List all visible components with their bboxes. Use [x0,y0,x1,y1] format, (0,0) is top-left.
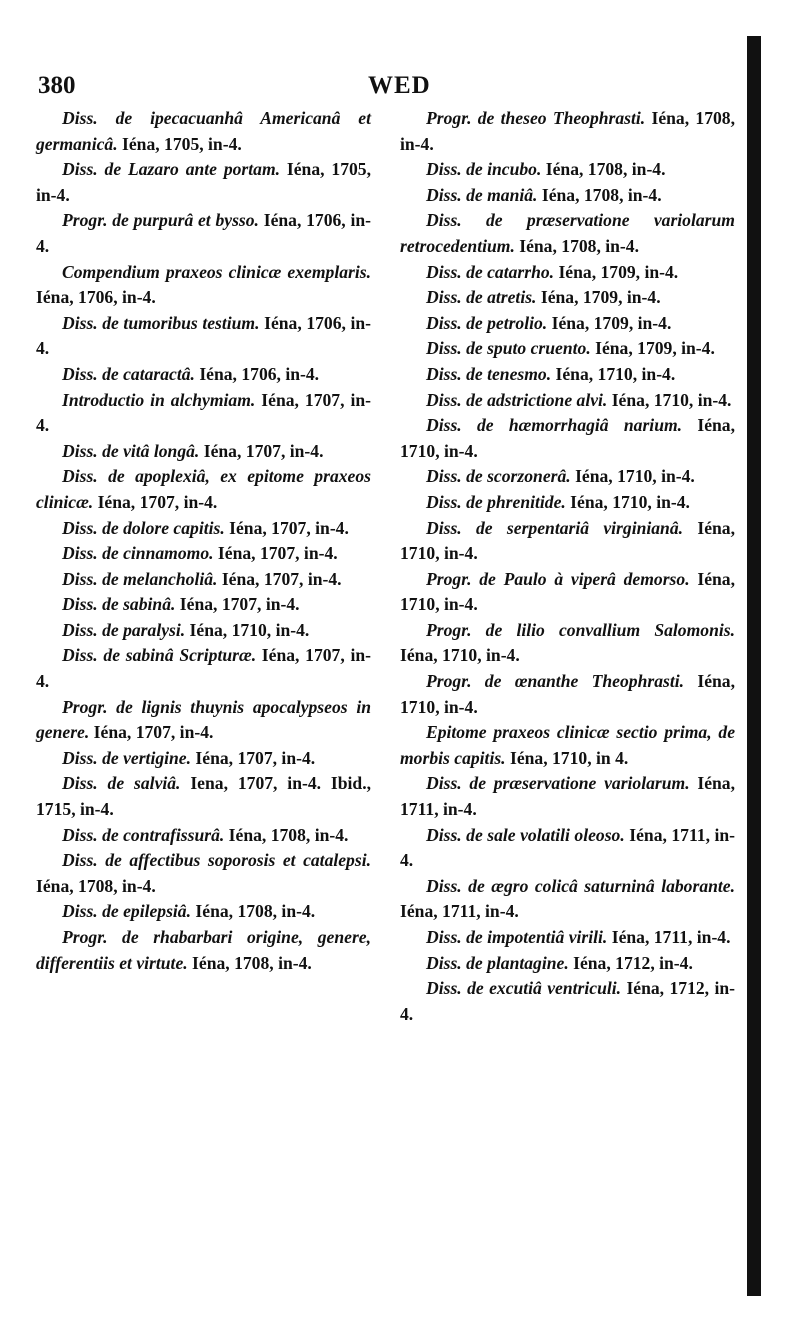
entry-title: Diss. de contrafissurâ. [62,824,225,845]
entry-imprint: Iéna, 1708, in-4. [541,159,666,180]
bibliography-entry [400,925,735,951]
entry-title: Diss. de scorzonerâ. [426,466,571,487]
entry-imprint: Iéna, 1709, in-4. [547,312,672,333]
page-number: 380 [38,72,76,99]
entry-imprint: Iéna, 1706, in-4. [36,287,156,308]
entry-title: Diss. de præservatione variolarum retrocedentium. [400,210,735,256]
entry-title: Diss. de excutiâ ventriculi. [426,978,622,999]
entry-imprint: Iéna, 1707, in-4. [175,594,300,615]
entry-imprint: Iéna, 1710, in-4. [607,389,732,410]
entry-title: Diss. de tenesmo. [426,363,552,384]
bibliography-entry [400,874,735,925]
bibliography-entry [400,388,735,414]
bibliography-entry [36,567,371,593]
entry-title: Diss. de paralysi. [62,619,186,640]
entry-title: Diss. de ipecacuanhâ Americanâ et germanicâ. [36,108,371,154]
entry-imprint: Iéna, 1707, in-4. [191,747,316,768]
entry-imprint: Iéna, 1710, in-4. [400,671,735,717]
entry-imprint: Iéna, 1710, in-4. [185,619,310,640]
entry-imprint: Iéna, 1710, in-4. [400,415,735,461]
entry-imprint: Iéna, 1707, in-4. [93,491,218,512]
entry-title: Epitome praxeos clinicæ sectio prima, de morbis capitis. [400,722,735,768]
entry-title: Diss. de serpentariâ virginianâ. [426,517,684,538]
entry-title: Diss. de petrolio. [426,312,548,333]
entry-title: Diss. de hæmorrhagiâ narium. [426,415,683,436]
entry-title: Progr. de lilio convallium Salomonis. [426,619,735,640]
entry-title: Progr. de lignis thuynis apocalypseos in genere. [36,696,371,743]
bibliography-entry [400,106,735,157]
bibliography-entry [400,976,735,1027]
entry-imprint: Iéna, 1710, in 4. [505,747,629,768]
entry-imprint: Iéna, 1706, in-4. [36,210,372,256]
entry-title: Diss. de vertigine. [62,747,192,768]
entry-imprint: Iéna, 1711, in-4. [400,901,519,922]
bibliography-entry [36,899,371,925]
bibliography-entry [36,848,371,899]
entry-imprint: Iéna, 1710, in-4. [570,466,695,487]
bibliography-entry [400,951,735,977]
bibliography-entry [400,823,735,874]
bibliography-entry [400,336,735,362]
entry-imprint: Iéna, 1709, in-4. [590,338,715,359]
entry-title: Progr. de œnanthe Theophrasti. [426,671,685,692]
bibliography-entry [400,618,735,669]
bibliography-entry [400,260,735,286]
entry-title: Diss. de epilepsiâ. [62,901,192,922]
entry-title: Diss. de phrenitide. [426,491,566,512]
entry-imprint: Iéna, 1710, in-4. [400,517,735,564]
entry-title: Progr. de theseo Theophrasti. [426,108,646,128]
bibliography-entry [36,746,371,772]
bibliography-entry [36,592,371,618]
entry-title: Diss. de ægro colicâ saturninâ laborante. [426,875,735,896]
bibliography-entry [400,490,735,516]
bibliography-entry [400,720,735,771]
bibliography-entry [36,618,371,644]
bibliography-entry [36,106,371,157]
bibliography-entry [400,285,735,311]
bibliography-entry [36,439,371,465]
entry-imprint: Iéna, 1708, in-4. [187,952,312,973]
entry-imprint: Iéna, 1712, in-4. [400,978,735,1024]
entry-title: Diss. de sale volatili oleoso. [426,824,625,845]
entry-title: Progr. de purpurâ et bysso. [62,210,259,231]
entry-imprint: Iéna, 1710, in-4. [400,568,735,615]
entry-title: Diss. de sabinâ. [62,594,176,615]
bibliography-entry [36,311,371,362]
entry-title: Diss. de catarrho. [426,261,555,282]
bibliography-entry [36,695,371,746]
bibliography-entry [36,388,371,439]
entry-imprint: Iéna, 1711, in-4. [400,773,735,820]
entry-title: Diss. de tumoribus testium. [62,312,260,333]
bibliography-entry [36,771,371,822]
entry-title: Diss. de atretis. [426,287,537,308]
entry-imprint: Iéna, 1707, in-4. [36,389,372,436]
entry-imprint: Iéna, 1708, in-4. [191,901,316,922]
entry-title: Diss. de affectibus soporosis et catalepsi. [62,850,371,871]
bibliography-entry [36,260,371,311]
bibliography-entry [36,208,371,259]
bibliography-entry [400,183,735,209]
entry-imprint: Iéna, 1711, in-4. [607,927,731,947]
entry-title: Diss. de incubo. [426,159,542,180]
bibliography-entry [36,516,371,542]
entry-title: Diss. de vitâ longâ. [62,440,200,461]
entry-title: Diss. de apoplexiâ, ex epitome praxeos clinicæ. [36,466,371,512]
bibliography-entry [36,464,371,515]
bibliography-entry [400,413,735,464]
entry-imprint: Iéna, 1706, in-4. [36,312,372,359]
entry-imprint: Iéna, 1710, in-4. [551,363,676,384]
page-edge-shadow [747,36,761,1296]
entry-title: Diss. de præservatione variolarum. [426,773,690,794]
page-header [38,72,718,106]
entry-imprint: Iéna, 1710, in-4. [400,645,520,666]
bibliography-entry [400,311,735,337]
entry-title: Diss. de dolore capitis. [62,517,225,538]
entry-imprint: Iéna, 1707, in-4. [224,517,349,538]
bibliography-entry [36,643,371,694]
left-column [36,106,371,976]
running-head: WED [368,72,431,99]
entry-imprint: Iéna, 1708, in-4. [36,875,156,896]
bibliography-entry [400,464,735,490]
bibliography-entry [400,771,735,822]
entry-imprint: Iéna, 1712, in-4. [568,952,693,973]
entry-imprint: Iéna, 1707, in-4. [199,440,324,461]
entry-title: Diss. de cataractâ. [62,363,195,384]
bibliography-entry [36,823,371,849]
right-column [400,106,735,1027]
entry-imprint: Iéna, 1711, in-4. [400,824,736,871]
entry-imprint: Iena, 1707, in-4. Ibid., 1715, in-4. [36,773,371,820]
bibliography-entry [400,157,735,183]
entry-imprint: Iéna, 1708, in-4. [537,184,662,205]
bibliography-entry [400,669,735,720]
entry-imprint: Iéna, 1708, in-4. [514,235,639,256]
bibliography-entry [36,541,371,567]
entry-title: Diss. de plantagine. [426,952,569,973]
bibliography-entry [400,516,735,567]
entry-title: Diss. de salviâ. [62,773,181,794]
entry-imprint: Iéna, 1707, in-4. [217,568,342,589]
entry-title: Diss. de melancholiâ. [62,568,218,589]
entry-title: Diss. de Lazaro ante portam. [62,159,281,180]
entry-imprint: Iéna, 1707, in-4. [36,645,371,692]
bibliography-entry [400,208,735,259]
entry-title: Diss. de cinnamomo. [62,543,214,564]
entry-title: Diss. de maniâ. [426,184,538,205]
entry-imprint: Iéna, 1707, in-4. [89,722,214,743]
entry-imprint: Iéna, 1706, in-4. [194,363,320,384]
entry-title: Diss. de impotentiâ virili. [426,927,608,947]
bibliography-entry [36,157,371,208]
entry-title: Diss. de adstrictione alvi. [426,389,608,410]
entry-imprint: Iéna, 1708, in-4. [400,108,735,154]
entry-title: Introductio in alchymiam. [62,389,256,410]
bibliography-entry [36,925,371,976]
entry-imprint: Iéna, 1708, in-4. [224,824,349,845]
entry-title: Diss. de sabinâ Scripturæ. [62,645,257,666]
entry-imprint: Iéna, 1705, in-4. [36,159,371,205]
entry-title: Progr. de rhabarbari origine, genere, differentiis et virtute. [36,927,371,973]
entry-imprint: Iéna, 1705, in-4. [117,133,242,154]
entry-title: Diss. de sputo cruento. [426,338,591,359]
bibliography-entry [400,567,735,618]
bibliography-entry [400,362,735,388]
bibliography-entry [36,362,371,388]
entry-imprint: Iéna, 1709, in-4. [554,261,679,282]
entry-imprint: Iéna, 1710, in-4. [565,491,690,512]
entry-imprint: Iéna, 1707, in-4. [213,543,338,564]
entry-title: Progr. de Paulo à viperâ demorso. [426,568,690,589]
entry-imprint: Iéna, 1709, in-4. [536,287,661,308]
entry-title: Compendium praxeos clinicæ exemplaris. [62,261,371,282]
